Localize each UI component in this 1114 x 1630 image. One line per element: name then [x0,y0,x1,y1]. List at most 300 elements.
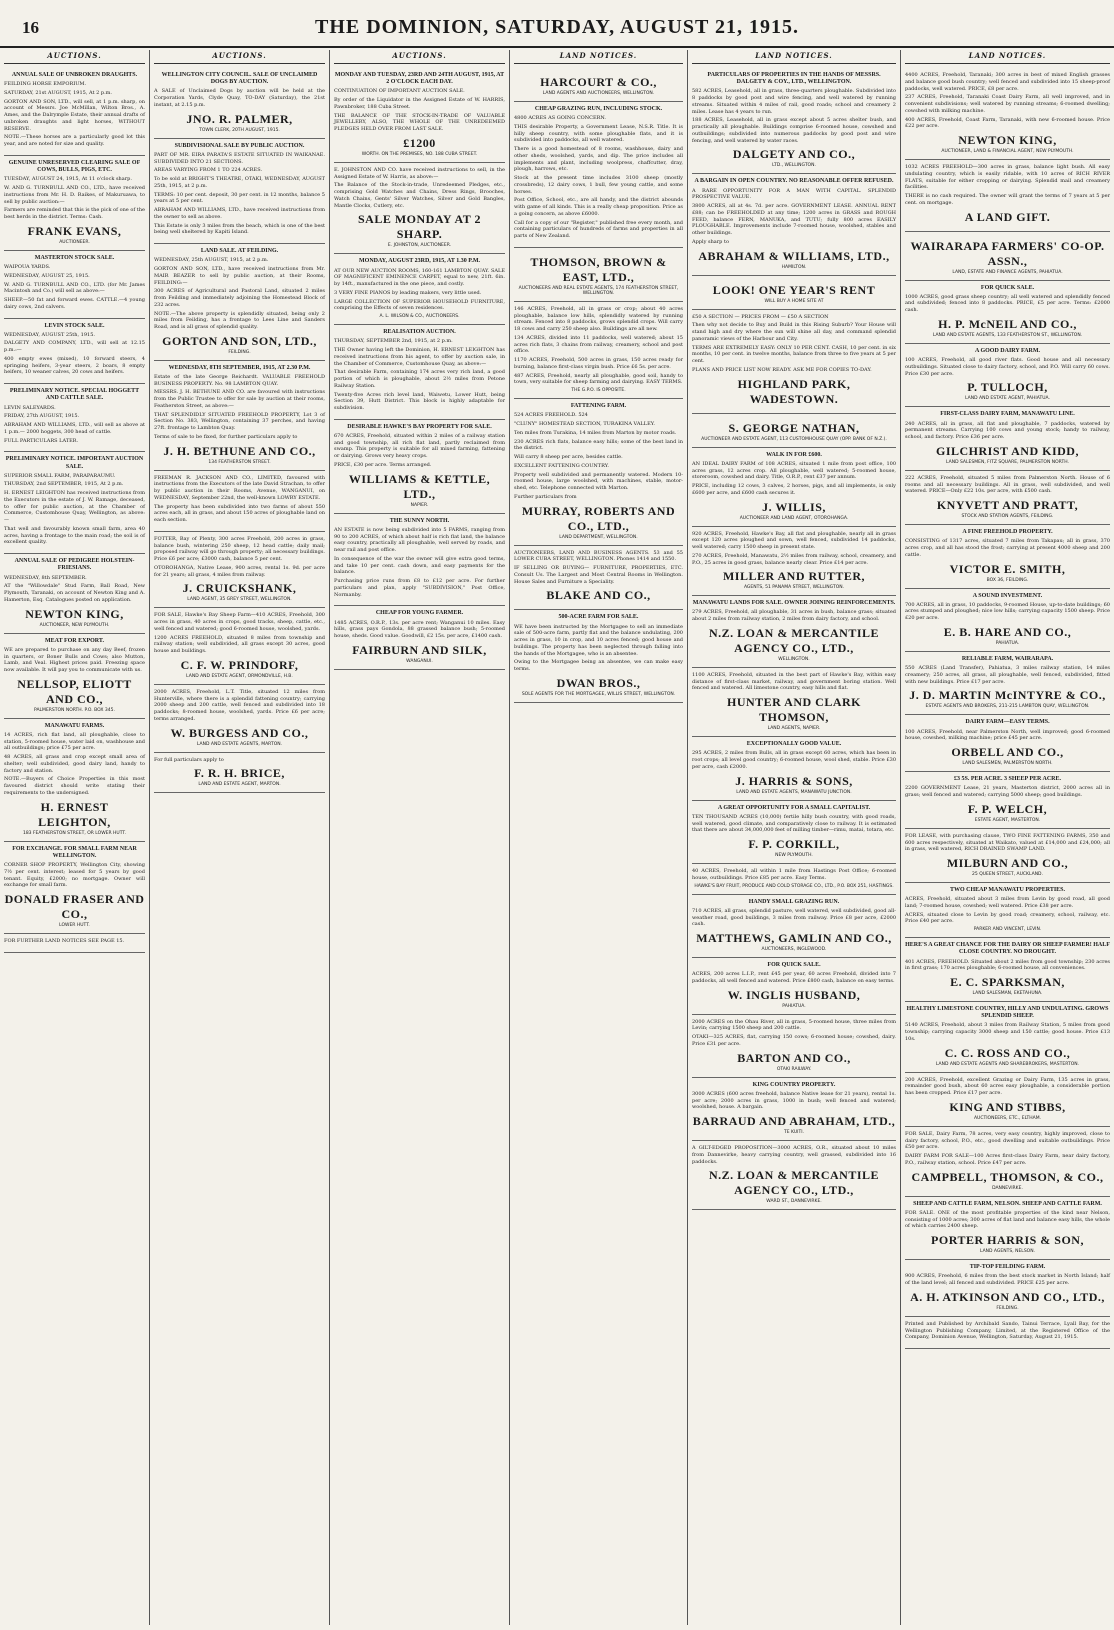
advertiser-details: DANNEVIRKE. [992,1185,1023,1191]
advertiser-name: W. BURGESS AND CO., [170,725,309,740]
ad-heading: A GOOD DAIRY FARM. [974,347,1041,354]
advertiser-name: THOMSON, BROWN & EAST, LTD., [530,254,667,284]
advertiser-details: PAHIATUA. [995,640,1020,646]
ad-text: 550 ACRES (Land Transfer), Pahiatua, 3 miles railway station, 14 miles creamery; 250 acres, all grass, all ploughable, well fenced, subdivided, fitted with new buildings. Price £17 per acre. [905,665,1110,685]
ad-text: Apply sharp to [692,238,729,245]
advertiser-name: HARCOURT & CO., [540,75,657,89]
ad-heading: LEVIN STOCK SALE. [44,322,105,329]
ad-heading: ANNUAL SALE OF PEDIGREE HOLSTEIN-FRIESIANS. [14,558,135,572]
advertiser-details: SOLE AGENTS FOR THE MORTGAGEE, WILLIS STREET, WELLINGTON. [521,691,676,697]
advertiser-name: NELLSOP, ELIOTT AND CO., [17,676,132,706]
advertiser-name: MURRAY, ROBERTS AND CO., LTD., [521,503,676,533]
advertisement [692,668,896,737]
advertiser-details: LAND AND ESTATE AGENTS, 133 FEATHERSTON ST., WELLINGTON. [932,332,1083,338]
ad-heading: THE SUNNY NORTH. [389,517,450,524]
advertisement [905,1073,1110,1127]
advertisement [692,527,896,597]
ad-heading: MASTERTON STOCK SALE. [34,254,115,261]
advertiser-name: WILLIAMS & KETTLE, LTD., [348,471,491,501]
ad-text: 188 ACRES, Leasehold, all in grass except about 5 acres shelter bush, and practically all ploughable. Buildings comprise 6-roomed house, cowshed and outbuildings; subdivided into numerous paddocks by good post and wire fencing, and well watered by water races. [692,117,896,144]
ad-text: That well and favourably known small farm, area 40 acres, having a frontage to the main road; the soil is of excellent quality. [4,525,145,546]
advertiser-details: LAND AGENTS, NAPIER. [767,726,821,732]
ad-text: AN IDEAL DAIRY FARM of 108 ACRES, situated 1 mile from post office, 100 acres grass, 12 acres crop. All ploughable, well watered; 5-roomed house, storeroom, cowshed and dairy. Title, O.R.P., rent £37 per annum. [692,460,896,481]
ad-text: FEILDING HORSE EMPORIUM. [4,81,87,88]
advertiser-details: AUCTIONEER AND ESTATE AGENT, 113 CUSTOMHOUSE QUAY (OPP. BANK OF N.Z.). [701,436,887,442]
masthead [0,0,1114,48]
ad-text: H. ERNEST LEIGHTON has received instructions from the Executors in the estate of J. W. Ramage, deceased, to offer for public auction, at the Chamber of Commerce, Customhouse Quay, Wellington, as above:— [4,490,145,524]
advertiser-details: LAND SALESMEN, FITZ SQUARE, PALMERSTON NORTH. [946,459,1069,465]
column-header: AUCTIONS. [154,50,325,64]
advertisement [154,608,325,685]
ad-text: Owing to the Mortgagee being an absentee, we can make easy terms. [514,659,683,673]
ad-text: WE are prepared to purchase on any day Beef, frozen in quarters, or Boner Bulls and Cows; also Mutton, Lamb, and Veal. Highest prices paid. Freezing space now available. It will pay you to communicate with us. [4,646,145,673]
column-header: LAND NOTICES. [692,50,896,64]
ad-text: FOR LEASE, with purchasing clause, TWO FINE FATTENING FARMS, 350 and 600 acres respectively, situated at Waikato, valued at £14,000 and £24,000; all in grass, well watered, RICH DRAINED SWAMP LAND. [905,832,1110,853]
ad-text: WEDNESDAY, AUGUST 25, 1915. [4,272,90,279]
advertiser-details: 134 FEATHERSTON STREET. [208,459,271,465]
advertisement [692,276,896,310]
advertiser-details: WANGANUI. [406,658,433,664]
advertiser-details: PAHIATUA. [782,1003,806,1009]
advertiser-name: J. CRUICKSHANK, [182,581,297,596]
ad-text: FOTTER, Bay of Plenty, 300 acres Freehold, 200 acres in grass, balance bush, wintering 250 sheep, 12 head cattle; daily mail; proposed railway will go through property; all necessary buildings. Price £6 per acre; £3000 cash, balance 5 per cent. [154,535,325,563]
advertiser-name: £1200 [403,135,436,150]
column-3 [330,50,510,1625]
advertiser-name: KNYVETT AND PRATT, [936,498,1079,513]
ad-text: Printed and Published by Archibald Sando, Tainui Terrace, Lyall Bay, for the Wellington Publishing Company, Limited, at the Registered Office of the Company, Dominion Avenue, Wellington, Saturday, August 21, 1915. [905,1320,1110,1341]
advertiser-name: CAMPBELL, THOMSON, & CO., [911,1169,1104,1184]
advertiser-name: E. B. HARE AND CO., [943,624,1072,639]
ad-text: 14 ACRES, rich flat land, all ploughable, close to station, 5-roomed house, water laid on, washhouse and all outbuildings; price £75 per acre. [4,731,145,752]
ad-text: 240 ACRES, all in grass, all flat and ploughable, 7 paddocks, watered by permanent streams. Carrying 100 cows and young stock; handy to railway, school, and factory. Price £36 per acre. [905,420,1110,441]
advertisement [4,68,145,156]
column-5 [688,50,901,1625]
ad-text: 710 ACRES, all grass, splendid pasture, well watered, well subdivided, good all-weather road, good buildings, 3 miles from railway. Price £8 per acre, £2000 cash. [692,907,896,928]
advertiser-name: NEWTON KING, [25,606,124,621]
advertiser-details: LAND AGENTS AND AUCTIONEERS, WELLINGTON. [542,91,655,96]
advertiser-details: STOCK AND STATION AGENTS, FEILDING. [961,514,1054,520]
advertisement [692,864,896,895]
advertiser-details: LAND AGENTS, NELSON. [979,1249,1036,1255]
ad-text: 1100 ACRES, Freehold, situated in the best part of Hawke's Bay, within easy distance of first-class market, railway, and government boring station. Well fenced and watered. All limestone country, easy hills and flat. [692,671,896,692]
advertisement [905,1260,1110,1317]
ad-heading: DAIRY FARM—EASY TERMS. [965,719,1050,726]
advertiser-details: WARD ST., DANNEVIRKE. [766,1199,822,1205]
ad-text: WE have been instructed by the Mortgagee to sell an immediate sale of 500-acre farm, partly flat and the balance undulating, 200 acres in grass, 10 in crop, and 10 acres fenced; good house and buildings. The property has been neglected through falling into the hands of the Mortgagee, who is an absentee. [514,623,683,657]
advertiser-details: LAND DEPARTMENT, WELLINGTON. [559,534,638,540]
ad-text: 134 ACRES, divided into 11 paddocks, well watered; about 15 acres rich flats, 3 chains from railway, creamery, school and post office. [514,334,683,355]
advertiser-name: W. INGLIS HUSBAND, [727,987,861,1002]
ad-text: 401 ACRES, FREEHOLD. Situated about 2 miles from good township; 230 acres in first grass; 170 acres ploughable; 6-roomed house, all conveniences. [905,958,1110,972]
advertiser-details: E. JOHNSTON, AUCTIONEER. [387,243,452,249]
ad-heading: RELIABLE FARM, WAIRARAPA. [961,655,1054,662]
ad-text: THURSDAY, 2nd SEPTEMBER, 1915, At 2 p.m. [4,481,124,488]
ad-heading: TIP-TOP FEILDING FARM. [969,1264,1046,1271]
advertisement [334,514,505,607]
ad-text: NOTE.—The above property is splendidly situated, being only 2 miles from Feilding, has a frontage to Lees Line and Sanders Road, and is all grass of splendid quality. [154,310,325,330]
ad-heading: REALISATION AUCTION. [383,329,456,336]
advertiser-details: TE KUITI. [784,1130,804,1136]
ad-text: ACRES, 200 acres L.I.P., rent £45 per year, 60 acres Freehold, divided into 7 paddocks, all well fenced and watered. Price £800 cash, balance on easy terms. [692,971,896,984]
advertiser-details: TOWN CLERK, 20TH AUGUST, 1915. [199,127,280,133]
advertiser-details: OTAKI RAILWAY. [776,1066,812,1072]
column-1 [0,50,150,1625]
ad-text: ACRES, Freehold, situated about 3 miles from Levin by good road, all good land; 7-roomed house, cowshed; well watered. Price £38 per acre. [905,896,1110,909]
advertisement [692,895,896,958]
ad-heading: A FINE FREEHOLD PROPERTY. [962,529,1053,536]
ad-text: Twenty-five Acres rich level land, Waiwetu, Lower Hutt, being Section 39, Hutt District. This block is highly adaptable for subdivision. [334,391,505,411]
column-6 [901,50,1114,1625]
ad-heading: PRELIMINARY NOTICE. SPECIAL HOGGETT AND CATTLE SALE. [9,388,140,402]
ad-heading: MEAT FOR EXPORT. [45,637,104,644]
advertiser-name: J. H. BETHUNE AND CO., [163,443,316,458]
advertiser-name: J. WILLIS, [762,499,826,514]
ad-text: TERMS: 10 per cent. deposit, 30 per cent. in 12 months, balance 5 years at 5 per cent. [154,191,325,205]
advertiser-details: LAND SALESMEN, PALMERSTON NORTH. [962,761,1053,767]
ad-text: W. AND G. TURNBULL AND CO., LTD. (for Mr. James Macintosh and Co.) will sell as above:— [4,281,145,295]
ad-heading: WALK IN FOR £600. [766,451,822,458]
advertisement [905,281,1110,344]
advertiser-name: C. F. W. PRINDORF, [180,657,299,672]
advertisement [692,801,896,864]
ad-text: In consequence of the war the owner will give extra good terms, and take 10 per cent. cash down, and easy payments for the balance. [334,555,505,576]
advertisement [514,68,683,102]
ad-text: WEDNESDAY, 25th AUGUST, 1915, at 2 p.m. [154,257,269,264]
ad-heading: SUBDIVISIONAL SALE BY PUBLIC AUCTION. [174,142,305,149]
advertisement [905,1197,1110,1260]
ad-text: 222 ACRES, Freehold, situated 5 miles from Palmerston North. House of 6 rooms and all necessary buildings. All in grass, well subdivided, and well watered. PRICE—Only £22 10s. per acre, with £500 cash. [905,474,1110,495]
advertiser-name: J. D. MARTIN McINTYRE & CO., [909,688,1106,703]
advertisement [4,719,145,842]
ad-text: "CLUNY" HOMESTEAD SECTION, TURAKINA VALLEY. [514,421,655,428]
advertisement [905,652,1110,715]
ad-text: 4800 ACRES AS GOING CONCERN. [514,115,607,122]
ad-text: 270 ACRES, Freehold, Manawatu, 2½ miles from railway, school, creamery, and P.O., 25 acres in good grass, balance nearly clear. Price £14 per acre. [692,552,896,566]
advertisement [4,554,145,633]
page-number: 16 [22,18,39,37]
ad-heading: HERE'S A GREAT CHANCE FOR THE DAIRY OR SHEEP FARMER! HALF CLOSE COUNTRY. NO DROUGHT. [905,942,1110,956]
advertiser-details: LTD., WELLINGTON. [772,163,816,169]
ad-text: 1170 ACRES, Freehold, 500 acres in grass, 150 acres ready for burning, balance first-class virgin bush. Price £6 5s. per acre. [514,357,683,370]
ad-text: 3 VERY FINE PIANOS by leading makers, very little used. [334,289,482,296]
advertisement [334,420,505,514]
ad-text: ABRAHAM AND WILLIAMS, LTD., will sell as above at 1 p.m.— 2000 hoggets, 300 head of cattle. [4,422,145,435]
advertisement [905,883,1110,938]
advertiser-name: F. P. WELCH, [967,801,1048,816]
ad-text: THIS desirable Property, a Government Lease, N.S.R. Title. It is hilly sheep country, with some ploughable flats, and it is subdivided into paddocks, all well watered. [514,123,683,144]
ad-text: 400 ACRES, Freehold, Coast Farm, Taranaki, with new 6-roomed house. Price £22 per acre. [905,116,1110,130]
ad-text: TUESDAY, AUGUST 24, 1915, At 11 o'clock sharp. [4,176,132,183]
advertisement [334,68,505,163]
advertiser-details: ESTATE AGENT, MASTERTON. [974,817,1041,823]
advertiser-name: PORTER HARRIS & SON, [931,1233,1084,1248]
advertisement [905,407,1110,470]
ad-text: There is a good homestead of 8 rooms, washhouse, dairy and other sheds, woolshed, yards, and dip. The price includes all implements and plant, including woolpress, chaffcutter, dray, plough, harrows, etc. [514,146,683,173]
ad-text: NOTE.—These horses are a particularly good lot this year, and are noted for size and quality. [4,134,145,148]
ad-text: 5140 ACRES, Freehold, about 3 miles from Railway Station, 5 miles from good township; carrying capacity 3000 sheep and 150 cattle; good house. Price £13 10s. [905,1022,1110,1042]
advertiser-name: KING AND STIBBS, [949,1099,1066,1114]
advertisement [905,68,1110,160]
ad-text: LEVIN SALEYARDS. [4,404,56,411]
advertiser-details: 183 FEATHERSTON STREET, OR LOWER HUTT. [22,830,127,836]
advertiser-name: H. P. McNEIL AND CO., [938,316,1077,331]
advertiser-name: H. ERNEST LEIGHTON, [38,799,111,829]
advertiser-details: LOWER HUTT. [59,923,90,929]
ad-heading: 500-ACRE FARM FOR SALE. [558,614,639,621]
ad-text: AT the "Willowdale" Stud Farm, Ball Road, New Plymouth, Taranaki, on account of Newton King and A. Hamerton, Esq. Catalogues posted on application. [4,583,145,603]
ad-heading: HEALTHY LIMESTONE COUNTRY, HILLY AND UNDULATING. GROWS SPLENDID SHEEP. [906,1006,1109,1020]
advertisement [692,414,896,448]
ad-heading: KING COUNTRY PROPERTY. [752,1081,836,1088]
ad-heading: A BARGAIN IN OPEN COUNTRY. NO REASONABLE OFFER REFUSED. [694,178,894,185]
ad-text: Post Office, School, etc., are all handy, and the district abounds with game of all kinds. This is a really cheap proposition. Price as a going concern, as above £6000. [514,197,683,217]
ad-heading: FOR QUICK SALE. [767,962,821,968]
ad-text: 3800 ACRES, all at 4s. 7d. per acre. GOVERNMENT LEASE. ANNUAL RENT £88; can be FREEHOLDED at any time; 1200 acres in GRASS and ROUGH FEED, balance FERN, MANUKA, and TUTU; fully 800 acres EASILY PLOUGHABLE. Improvements include 7-roomed house, woolshed, stables and other buildings. [692,203,896,237]
ad-text: SHEEP.—50 fat and forward ewes. CATTLE.—4 young dairy cows, 2nd calvers. [4,297,145,310]
ad-text: 1200 ACRES FREEHOLD, situated 8 miles from township and railway station; well subdivided, all grass except 30 acres, good house and buildings. [154,634,325,655]
ad-text: A SALE of Unclaimed Dogs by auction will be held at the Corporation Yards, Clyde Quay, TO-DAY (Saturday), the 21st instant, at 2.15 p.m. [154,88,325,108]
ad-text: 40 ACRES, Freehold, all within 1 mile from Hastings Post Office; 6-roomed house, outbuildings. Price £85 per acre. Easy Terms. [692,868,896,881]
ad-text: By order of the Liquidator in the Assigned Estate of W. HARRIS, Pawnbroker, 188 Cuba Street. [334,97,505,110]
advertisement [905,471,1110,525]
advertiser-details: AUCTIONEERS, ETC., ELTHAM. [973,1115,1042,1121]
advertiser-name: MILBURN AND CO., [946,856,1069,870]
column-header: AUCTIONS. [334,50,505,64]
advertiser-name: BLAKE AND CO., [546,588,651,603]
advertiser-details: LAND AND ESTATE AGENTS, MARTON. [196,741,283,747]
ad-text: 1032 ACRES FREEHOLD—300 acres in grass, balance light bush. All easy undulating country, which is easily ridable, with 10 acres of RICH RIVER FLATS, suitable for either cropping or dairying. Splendid mail and creamery facilities. [905,164,1110,191]
advertiser-details: A. L. WILSON & CO., AUCTIONEERS. [379,314,460,320]
ad-text: Ten miles from Turakina, 14 miles from Marton by motor roads. [514,429,677,436]
ad-text: 100 ACRES, Freehold, near Palmerston North, well improved; good 6-roomed house, cowshed, milking machine; price £45 per acre. [905,728,1110,742]
advertiser-name: BARRAUD AND ABRAHAM, LTD., [692,1114,896,1129]
ad-text: OTAKI—325 ACRES, flat, carrying 150 cows; 6-roomed house; cowshed, dairy. Price £31 per acre. [692,1034,896,1047]
ad-text: FREEMAN R. JACKSON AND CO., LIMITED, favoured with instructions from the Executors of the late David Strachan, to offer by public auction in their Rooms, Avenue, WANGANUI, on WEDNESDAY, September 22nd, the well-known LOWRY ESTATE. [154,474,325,501]
ad-text: The Balance of the Stock-in-trade, Unredeemed Pledges, etc., comprising Gold Watches and Chains, Dress Rings, Brooches, Watch Chains, Gents' Silver Watches, Silver and Gold Bangles, Mantle Clocks, Cutlery, etc. [334,182,505,209]
column-header: LAND NOTICES. [514,50,683,64]
advertiser-details: AUCTIONEER, LAND & FINANCIAL AGENT, NEW PLYMOUTH. [941,149,1074,154]
ad-text: Property well subdivided and permanently watered. Modern 10-roomed house, large woolshed, with machines, stable, motor-shed, etc. Telephone connected with Marton. [514,471,683,492]
ad-text: W. AND G. TURNBULL AND CO., LTD., have received instructions from Mr. H. D. Raikes, of Makuruawa, to sell by public auction:— [4,185,145,205]
ad-text: 2000 ACRES on the Ohau River, all in grass, 5-roomed house, three miles from Levin; carrying 1500 sheep and 200 cattle. [692,1018,896,1032]
advertisement [692,310,896,414]
advertiser-details: AUCTIONEERS, INGLEWOOD. [761,947,827,952]
ad-text: 700 ACRES, all in grass, 10 paddocks, 9-roomed House, up-to-date buildings; 60 acres stumped and ploughed; nice low hills; carrying capacity 1500 sheep. Price £20 per acre. [905,601,1110,622]
ad-text: WAIPOUA YARDS. [4,264,51,270]
ad-text: 582 ACRES, Leasehold, all in grass, three-quarters ploughable. Subdivided into 8 paddocks by good post and wire fencing, and well watered by running streams. Situated within 4 miles of rail, good roads; school and creamery 2 miles. Lease has 4 years to run. [692,88,896,115]
advertisement [905,715,1110,772]
ad-text: 2000 ACRES, Freehold, L.T. Title, situated 12 miles from Hunterville, where there is a splendid fattening country; carrying 2000 sheep and 200 cattle, well fenced and subdivided into 18 paddocks; 8-roomed house, woolshed, yards. Price £6 per acre; terms arranged. [154,688,325,722]
advertisement [514,399,683,545]
advertiser-name: JNO. R. PALMER, [186,111,293,126]
ad-heading: ANNUAL SALE OF UNBROKEN DRAUGHTS. [11,72,138,78]
advertiser-details: AGENTS, 51 PANAMA STREET, WELLINGTON. [743,585,845,591]
ad-heading: MANAWATU FARMS. [44,722,105,729]
ad-text: E. JOHNSTON AND CO. have received instructions to sell, in the Assigned Estate of W. Harris, as above:— [334,166,505,180]
advertisement [154,753,325,794]
advertisement [905,938,1110,1002]
advertiser-details: FEILDING. [228,349,251,355]
ad-text: 487 ACRES, Freehold, nearly all ploughable, good soil, handy to town, very suitable for sheep farming and dairying. EASY TERMS. [514,372,683,386]
ad-heading: FATTENING FARM. [570,403,627,410]
advertiser-name: S. GEORGE NATHAN, [728,420,860,435]
ad-text: This Estate is only 3 miles from the beach, which is one of the best being well sheltered by Kapiti Island. [154,222,325,236]
advertiser-name: N.Z. LOAN & MERCANTILE AGENCY CO., LTD., [708,1168,879,1198]
ad-heading: DESIRABLE HAWKE'S BAY PROPERTY FOR SALE. [347,423,492,430]
advertisement [514,302,683,399]
advertiser-name: GORTON AND SON, LTD., [162,333,317,348]
ad-heading: TWO CHEAP MANAWATU PROPERTIES. [949,887,1066,893]
advertisement [154,471,325,532]
ad-text: Farmers are reminded that this is the pick of one of the best herds in the district. Terms: Cash. [4,207,145,221]
advertisement [334,606,505,669]
advertiser-name: ORBELL AND CO., [951,745,1064,760]
ad-text: WEDNESDAY, AUGUST 25th, 1915. [4,331,95,338]
advertiser-name: LOOK! ONE YEAR'S RENT [712,282,876,297]
advertisement [334,163,505,255]
advertisement [905,1127,1110,1197]
ad-text: ABRAHAM AND WILLIAMS, LTD., have received instructions from the owner to sell as above. [154,207,325,220]
ad-text: The property has been subdivided into two farms of about 550 acres each, all in grass, and about 150 acres of ploughable land on each section. [154,503,325,524]
ad-text: 295 ACRES, 2 miles from Bulls, all in grass except 60 acres, which has been in root crops; all level good country; 6-roomed house, wool shed, stable. Price £30 per acre, cash £2000. [692,750,896,770]
ad-text: AN ESTATE is now being subdivided into 5 FARMS, ranging from 90 to 200 ACRES, of which about half is rich flat land, the balance easy country, practically all ploughable, well served by roads, and near rail and post office. [334,526,505,554]
newspaper-title: THE DOMINION, SATURDAY, AUGUST 21, 1915. [315,16,799,38]
advertisement [4,634,145,719]
ad-heading: WEDNESDAY, 8TH SEPTEMBER, 1915, AT 2.30 P.M. [168,364,311,371]
advertiser-details: LAND SALESMAN, EKETAHUNA. [972,991,1043,997]
advertisement [514,546,683,611]
advertisement [154,68,325,139]
advertisement [4,842,145,934]
advertiser-name: MILLER AND RUTTER, [722,569,866,584]
ad-text: PRICE, including 12 cows, 3 calves, 2 horses, pigs, and all implements, is only £600 per acre, and £600 cash secures it. [692,483,896,496]
advertisement [154,139,325,244]
ad-text: GORTON AND SON, LTD., have received instructions from Mr. MAIR BEAZER to sell by public auction, at their Rooms, FEILDING:— [154,266,325,286]
ad-text: Further particulars from [514,493,577,500]
ad-text: FOR SALE. ONE of the most profitable properties of the kind near Nelson, consisting of 1000 acres; 300 acres of flat land and balance easy hills, the whole of which carries 2400 sheep. [905,1209,1110,1230]
ad-heading: MONDAY, AUGUST 23RD, 1915, AT 1.30 P.M. [358,258,481,265]
advertisement [692,596,896,668]
advertisement [514,610,683,702]
ad-heading: A GREAT OPPORTUNITY FOR A SMALL CAPITALIST. [717,804,871,811]
advertisement [905,829,1110,883]
ad-heading: MANAWATU LANDS FOR SALE. OWNER JOINING REINFORCEMENTS. [692,600,896,607]
advertisement [905,525,1110,588]
advertiser-details: LAND AND ESTATE AGENT, ORMONDVILLE, H.B. [186,673,293,679]
advertisement [692,1078,896,1141]
advertiser-details: AUCTIONEER AND LAND AGENT, OTOROHANGA. [739,515,849,521]
advertiser-details: AUCTIONEER. [59,239,90,245]
ad-text: THE BALANCE OF THE STOCK-IN-TRADE OF VALUABLE JEWELLERY, ALSO, THE WHOLE OF THE UNREDEEMED PLEDGES HELD OVER FROM LAST SALE. [334,112,505,133]
advertisement [905,160,1110,232]
ad-text: 3000 ACRES (600 acres freehold, balance Native lease for 21 years), rental 1s. per acre; 2000 acres in grass, 1000 in bush; well fenced and watered; woolshed, house. A bargain. [692,1090,896,1111]
ad-text: Will carry 8 sheep per acre, besides cattle. [514,454,623,461]
advertisement [4,934,145,953]
advertiser-name: ABRAHAM & WILLIAMS, LTD., [698,248,890,263]
advertisement [692,1141,896,1210]
advertiser-name: A LAND GIFT. [964,209,1051,224]
advertiser-name: NEWTON KING, [958,133,1057,147]
advertiser-name: P. TULLOCH, [967,380,1048,395]
advertisement [514,248,683,302]
advertiser-name: VICTOR E. SMITH, [949,561,1066,576]
ad-text: THERE is no cash required. The owner will grant the terms of 7 years at 5 per cent. on mortgage. [905,193,1110,206]
ad-text: 400 empty ewes (mixed), 10 forward steers, 4 springing heifers, 3-year steers, 2 boars, 8 empty heifers, 10 weaner calves, 20 cows and heifers. [4,355,145,376]
ad-text: THAT SPLENDIDLY SITUATED FREEHOLD PROPERTY, Lot 3 of Section No. 383, Wellington, containing 37 perches, and having 27ft. frontage to Lambton Quay. [154,411,325,432]
advertiser-details: THE G.P.O. IS OPPOSITE. [571,388,626,394]
ad-text: TERMS ARE EXTREMELY EASY: ONLY 10 PER CENT. CASH, 10 per cent. in six months, 10 per cent. in twelve months, balance from three to five years at 5 per cent. [692,344,896,365]
advertisement [4,319,145,385]
ad-text: SUPERIOR SMALL FARM, PARAPARAUMU. [4,472,116,479]
ad-text: AUCTIONEERS, LAND AND BUSINESS AGENTS. 53 and 55 LOWER CUBA STREET, WELLINGTON. Phones 1414 and 1550. [514,549,683,563]
ad-text: CORNER SHOP PROPERTY, Wellington City, showing 7½ per cent. interest; leased for 5 years by good tenant. Equity, £2000; no mortgage. Owner will exchange for small farm. [4,862,145,889]
ad-text: Stock at the present time includes 3100 sheep (mostly crossbreds), 12 dairy cows, 1 bull, few young cattle, and some horses. [514,175,683,195]
ad-text: CONSISTING of 1317 acres, situated 7 miles from Takapau; all in grass, 370 acres crop, and all has stood the frost; carrying at present 4000 sheep and 200 cattle. [905,538,1110,558]
ad-heading: PRELIMINARY NOTICE. IMPORTANT AUCTION SALE. [5,456,144,470]
advertiser-name: N.Z. LOAN & MERCANTILE AGENCY CO., LTD., [708,625,879,655]
advertisement [905,589,1110,652]
ad-heading: EXCEPTIONALLY GOOD VALUE. [746,741,842,748]
ad-heading: GENUINE UNRESERVED CLEARING SALE OF COWS, BULLS, PIGS, ETC. [8,159,141,174]
ad-heading: CHEAP FOR YOUNG FARMER. [375,610,464,617]
ad-text: GORTON AND SON, LTD., will sell, at 1 p.m. sharp, on account of Messrs. Joe McMillan, Wilton Bros., A. Ames, and the Dalrymple Estate, their annual drafts of unbroken draughts and light horses, WITHOUT RESERVE. [4,98,145,132]
advertiser-details: ESTATE AGENTS AND BROKERS, 211-215 LAMBTON QUAY, WELLINGTON. [925,704,1090,710]
advertisement [154,685,325,753]
ad-text: 920 ACRES, Freehold, Hawke's Bay, all flat and ploughable, nearly all in grass except 120 acres ploughed and sown, well fenced, subdivided 14 paddocks, well watered; carry 1500 sheep in present state. [692,530,896,550]
ad-text: DAIRY FARM FOR SALE—100 Acres first-class Dairy Farm, near dairy factory, P.O., railway station, school. Price £47 per acre. [905,1153,1110,1166]
ad-text: FRIDAY, 27th AUGUST, 1915. [4,413,80,420]
advertiser-details: WILL BUY A HOME SITE AT [764,298,824,304]
ad-text: Then why not decide to Buy and Build in this Rising Suburb? Your House will stand high and dry where the sun will shine all day, and command splendid panoramic views of the Harbour and City. [692,322,896,342]
advertisement [154,244,325,361]
ad-text: 4400 ACRES, Freehold, Taranaki; 300 acres in best of mixed English grasses and balance good bush country; well fenced and subdivided into 15 sheep-proof paddocks, well watered. PRICE, £8 per acre. [905,72,1110,92]
advertiser-details: HAWKE'S BAY FRUIT, PRODUCE AND COLD STORAGE CO., LTD., P.O. BOX 251, HASTINGS. [694,883,894,889]
ad-heading: MONDAY AND TUESDAY, 23RD AND 24TH AUGUST, 1915, AT 2 O'CLOCK EACH DAY. [334,72,505,86]
advertisement [692,68,896,174]
advertiser-name: HIGHLAND PARK, WADESTOWN. [737,376,851,406]
ad-text: That desirable Farm, containing 174 acres very rich land, a good portion of which is ploughable, about 2½ miles from Petone Railway Station. [334,369,505,389]
ad-text: MESSRS. J. H. BETHUNE AND CO. are favoured with instructions from the Public Trustee to offer for sale by auction at their rooms, Featherston Street, as above:— [154,389,325,409]
advertisement [4,384,145,452]
ad-text: FOR SALE, Hawke's Bay Sheep Farm—410 ACRES, Freehold, 300 acres in grass, 40 acres in crops, good tracks, sheep, cattle, etc., well fenced and watered; good 6-roomed house, woolshed, yards. [154,612,325,632]
advertisement [692,1015,896,1078]
ad-heading: FIRST-CLASS DAIRY FARM, MANAWATU LINE. [940,411,1075,418]
advertiser-details: FEILDING. [996,1305,1019,1311]
advertisement [905,232,1110,281]
ad-heading: PARTICULARS OF PROPERTIES IN THE HANDS OF MESSRS. DALGETY & COY., LTD., WELLINGTON. [707,72,881,86]
advertiser-name: DALGETY AND CO., [732,147,856,162]
ad-heading: LAND SALE. AT FEILDING. [200,248,279,255]
advertiser-details: LAND AND ESTATE AGENT, MARTON. [198,782,281,788]
ad-text: Purchasing price runs from £8 to £12 per acre. For further particulars and plan, apply "SUBDIVISION," Post Office, Normanby. [334,578,505,598]
advertisement [4,251,145,319]
ad-text: A RARE OPPORTUNITY FOR A MAN WITH CAPITAL. SPLENDID PROSPECTIVE VALUE. [692,187,896,201]
ad-text: 200 ACRES, Freehold, excellent Grazing or Dairy Farm, 135 acres in grass, remainder good bush, about 60 acres easy ploughable, a considerable portion has been cropped. Price £17 per acre. [905,1076,1110,1097]
ad-text: A GILT-EDGED PROPOSITION—3000 ACRES, O.R., situated about 10 miles from Dannevirke, heavy carrying country, well grassed, subdivided into 16 paddocks. [692,1145,896,1165]
advertisement [905,1317,1110,1349]
ad-text: 670 ACRES, Freehold, situated within 2 miles of a railway station and good township, all rich flat land, partly reclaimed from swamp. This property is suitable for all mixed farming, fattening or dairying. Grows very heavy crops. [334,432,505,460]
advertisement [154,532,325,609]
advertiser-details: LAND AGENT, 35 GREY STREET, WELLINGTON. [187,597,292,603]
advertiser-details: BOX 36, FEILDING. [986,577,1029,583]
advertisement [905,1002,1110,1073]
ad-text: Terms of sale to be fixed, for further particulars apply to [154,433,298,440]
ad-text: FULL PARTICULARS LATER. [4,437,79,444]
ad-text: 237 ACRES, Freehold, Taranaki Coast Dairy Farm, all well improved, and in convenient subdivisions; well watered by running streams; 6-roomed dwelling; cowshed with milking machine. [905,94,1110,114]
advertisement [905,772,1110,829]
ad-heading: HANDY SMALL GRAZING RUN. [748,898,840,905]
advertisement [905,344,1110,407]
